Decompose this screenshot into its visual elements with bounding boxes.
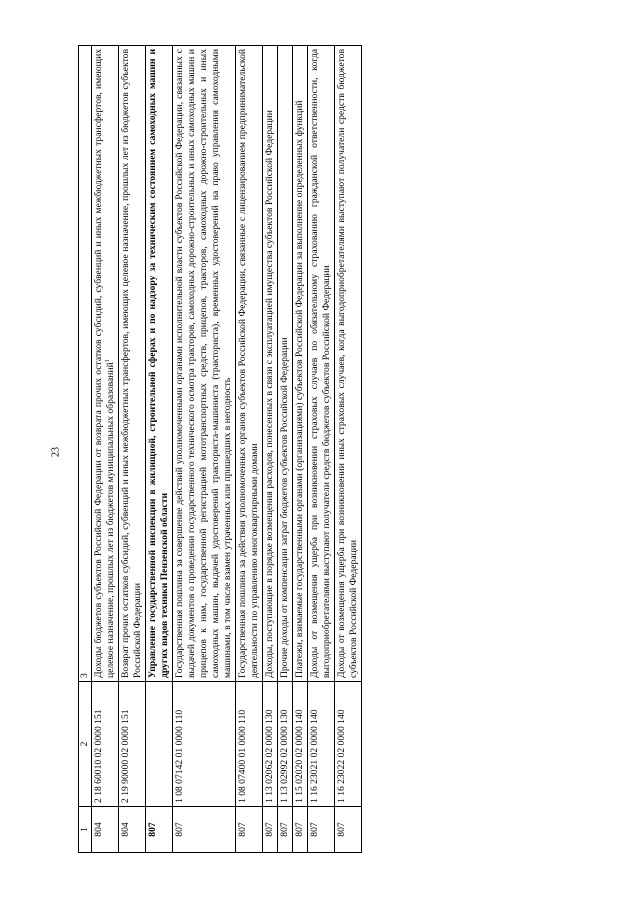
revenue-code-cell: 2 19 90000 02 0000 151 (119, 682, 146, 807)
admin-code-cell: 804 (119, 807, 146, 853)
table-row (308, 46, 335, 853)
revenue-code-cell (146, 682, 173, 807)
admin-code-cell: 807 (278, 807, 293, 853)
revenue-code-cell: 1 16 23022 02 0000 140 (335, 682, 362, 807)
revenue-name-text: Платежи, взимаемые государственными органами (организациями) субъектов Российской Федерации за выполнение определенных функций (294, 100, 305, 678)
column-header-1: 1 (79, 807, 92, 853)
admin-code-cell: 807 (173, 807, 236, 853)
admin-code-cell: 807 (308, 807, 335, 853)
admin-code-cell: 807 (335, 807, 362, 853)
revenue-code-cell: 1 13 02062 02 0000 130 (263, 682, 278, 807)
revenue-name-cell (335, 46, 362, 682)
table-row (173, 46, 236, 853)
revenue-code-cell: 1 15 02020 02 0000 140 (293, 682, 308, 807)
table-row (92, 46, 119, 853)
revenue-name-cell (146, 46, 173, 682)
admin-code-cell: 807 (293, 807, 308, 853)
revenue-name-cell (293, 46, 308, 682)
revenue-name-text: Доходы бюджетов субъектов Российской Федерации от возврата прочих остатков субсидий, субвенций и иных межбюджетных трансфертов, имеющих целевое назначение, прошлых лет из бюджетов муниципальных образований (93, 49, 116, 678)
revenue-name-text: Прочие доходы от компенсации затрат бюджетов субъектов Российской Федерации (279, 337, 290, 678)
rotated-table-wrapper (78, 49, 614, 853)
table-header-row (79, 46, 92, 853)
revenue-code-cell: 2 18 60010 02 0000 151 (92, 682, 119, 807)
admin-code-cell: 804 (92, 807, 119, 853)
table-row (335, 46, 362, 853)
table-row (146, 46, 173, 853)
revenue-name-cell (308, 46, 335, 682)
revenue-name-text: Управление государственной инспекции в жилищной, строительной сферах и по надзору за техническим состоянием самоходных машин и других видов техники Пензенской области (147, 49, 170, 678)
revenue-name-cell (92, 46, 119, 682)
table-row (293, 46, 308, 853)
footnote-marker: 1 (104, 359, 111, 363)
table-row (278, 46, 293, 853)
revenue-name-cell (278, 46, 293, 682)
revenue-name-cell (236, 46, 263, 682)
revenue-code-cell: 1 08 07142 01 0000 110 (173, 682, 236, 807)
table-row (119, 46, 146, 853)
revenue-name-text: Доходы от возмещения ущерба при возникновении страховых случаев по обязательному страхованию гражданской ответственности, когда выгодоприобретателями выступают получатели средств бюджетов субъектов Российской Федерации (309, 49, 332, 678)
column-header-3: 3 (79, 46, 92, 682)
admin-code-cell: 807 (263, 807, 278, 853)
revenue-name-text: Доходы, поступающие в порядке возмещения расходов, понесенных в связи с эксплуатацией имущества субъектов Российской Федерации (264, 110, 275, 678)
table-row (263, 46, 278, 853)
revenue-name-text: Доходы от возмещения ущерба при возникновении иных страховых случаев, когда выгодоприобретателями выступают получатели средств бюджетов субъектов Российской Федерации (336, 49, 359, 678)
column-header-2: 2 (79, 682, 92, 807)
budget-revenue-table (78, 45, 362, 853)
revenue-name-text: Возврат прочих остатков субсидий, субвенций и иных межбюджетных трансфертов, имеющих целевое назначение, прошлых лет из бюджетов субъектов Российской Федерации (120, 49, 143, 678)
revenue-code-cell: 1 08 07400 01 0000 110 (236, 682, 263, 807)
admin-code-cell: 807 (146, 807, 173, 853)
revenue-name-cell (119, 46, 146, 682)
revenue-name-cell (263, 46, 278, 682)
revenue-code-cell: 1 16 23021 02 0000 140 (308, 682, 335, 807)
revenue-code-cell: 1 13 02992 02 0000 130 (278, 682, 293, 807)
table-row (236, 46, 263, 853)
page-number: 23 (50, 447, 62, 457)
revenue-name-text: Государственная пошлина за совершение действий уполномоченными органами исполнительной власти субъектов Российской Федерации, связанных с выдачей документов о проведении государственного технического осмотра тракторов, самоходных дорожно-строительных и иных самоходных машин и прицепов к ним, государственной регистрацией мототранспортных средств, прицепов, тракторов, самоходных дорожно-строительных и иных самоходных машин, выдачей удостоверений тракториста-машиниста (тракториста), временных удостоверений на право управления самоходными машинами, в том числе взамен утраченных или пришедших в негодность (174, 49, 233, 678)
revenue-name-text: Государственная пошлина за действия уполномоченных органов субъектов Российской Федерации, связанные с лицензированием предпринимательской деятельности по управлению многоквартирными домами (237, 49, 260, 678)
revenue-name-cell (173, 46, 236, 682)
admin-code-cell: 807 (236, 807, 263, 853)
